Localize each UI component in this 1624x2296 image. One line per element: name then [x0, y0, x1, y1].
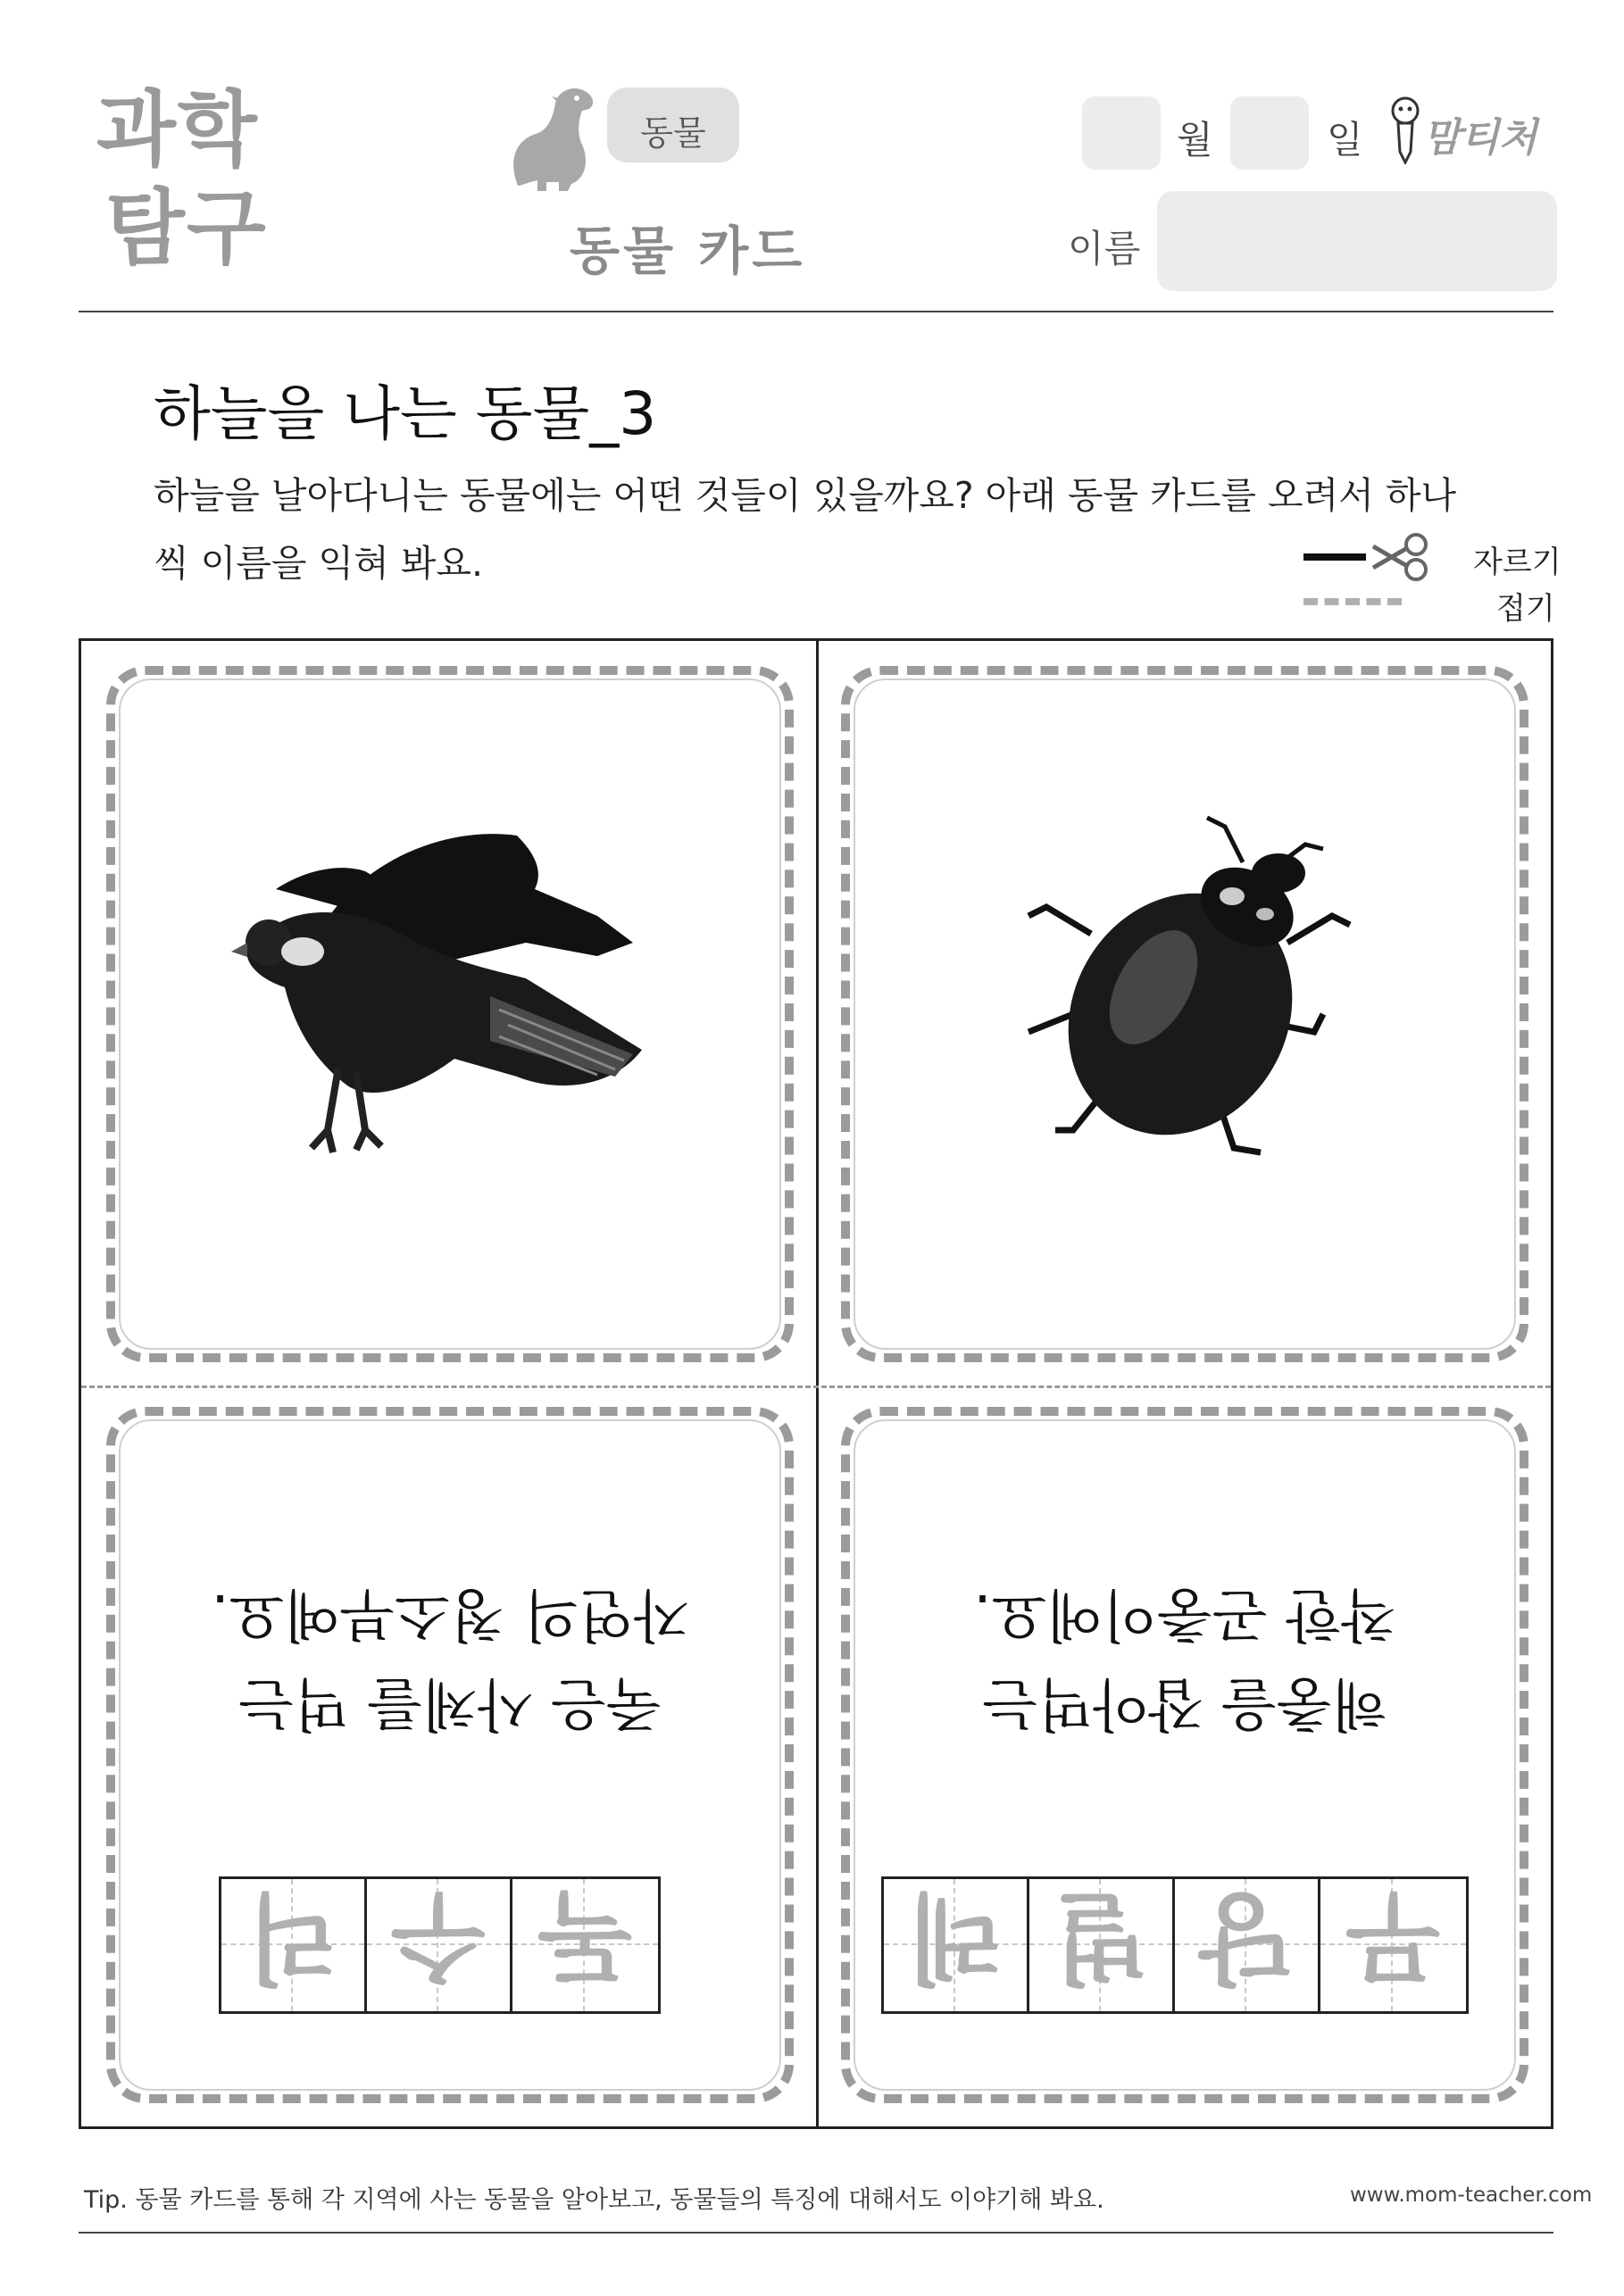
vertical-cut-line — [816, 641, 819, 2126]
description-line-1: 해충을 잡아먹는 — [982, 1670, 1387, 1736]
name-tracing-grid — [219, 1876, 661, 2014]
footer-website: www.mom-teacher.com — [1350, 2184, 1593, 2207]
legend-fold-label: 접기 — [1496, 591, 1555, 627]
logo-line-1: 과학 — [96, 82, 259, 178]
syllable: 당 — [1198, 1880, 1295, 1994]
scissors-icon — [1370, 532, 1432, 582]
pencil-mascot-icon — [1389, 96, 1421, 164]
tracing-cell — [884, 1879, 1029, 2011]
month-input[interactable] — [1082, 96, 1161, 170]
syllable: 무 — [1345, 1880, 1441, 1994]
section-title: 하늘을 나는 동물_3 — [154, 379, 657, 448]
ladybug-illustration — [1020, 809, 1377, 1184]
card-back-ladybug — [841, 1407, 1528, 2103]
instruction-line-1: 하늘을 날아다니는 동물에는 어떤 것들이 있을까요? 아래 동물 카드를 오려서 하나 — [154, 474, 1457, 517]
syllable: 리 — [245, 1880, 341, 1994]
name-label: 이름 — [1068, 227, 1141, 270]
tracing-cell — [1175, 1879, 1320, 2011]
header-divider — [79, 311, 1553, 312]
category-badge-label: 동물 — [640, 113, 706, 153]
description-line-2: 착한 곤충이에요. — [973, 1581, 1396, 1647]
cut-line-sample — [1303, 553, 1366, 561]
eagle-illustration — [222, 818, 687, 1193]
syllable: 레 — [907, 1880, 1004, 1994]
tracing-cell — [512, 1879, 658, 2011]
logo-line-2: 탐구 — [105, 180, 268, 276]
name-tracing-grid — [881, 1876, 1469, 2014]
worksheet-title: 동물 카드 — [570, 220, 806, 281]
card-front-ladybug — [841, 666, 1528, 1362]
day-input[interactable] — [1230, 96, 1309, 170]
card-front-eagle — [106, 666, 794, 1362]
footer-divider — [79, 2232, 1553, 2234]
card-back-content — [115, 1416, 785, 2094]
syllable: 수 — [390, 1880, 487, 1994]
fold-line-sample — [1303, 598, 1402, 605]
footer-tip: Tip. 동물 카드를 통해 각 지역에 사는 동물을 알아보고, 동물들의 특징에 대해서도 이야기해 봐요. — [84, 2186, 1104, 2214]
horizontal-fold-line — [81, 1385, 1551, 1388]
tracing-cell — [367, 1879, 512, 2011]
brand-logo-text: 맘티처 — [1423, 115, 1537, 161]
tracing-cell — [221, 1879, 367, 2011]
card-back-content — [850, 1416, 1520, 2094]
month-label: 월 — [1177, 118, 1213, 162]
dinosaur-icon — [500, 79, 616, 195]
legend-cut-label: 자르기 — [1473, 545, 1562, 580]
tracing-cell — [1320, 1879, 1466, 2011]
description-line-1: 죽은 사체를 먹는 — [238, 1670, 662, 1736]
card-sheet — [79, 638, 1553, 2129]
syllable: 벌 — [1053, 1880, 1149, 1994]
description-line-2: 자연의 청소부예요. — [211, 1581, 689, 1647]
tracing-cell — [1029, 1879, 1175, 2011]
syllable: 독 — [537, 1880, 633, 1994]
day-label: 일 — [1327, 118, 1363, 162]
instruction-line-2: 씩 이름을 익혀 봐요. — [154, 542, 483, 585]
card-back-eagle — [106, 1407, 794, 2103]
name-input[interactable] — [1157, 191, 1557, 291]
subject-logo — [96, 82, 293, 286]
